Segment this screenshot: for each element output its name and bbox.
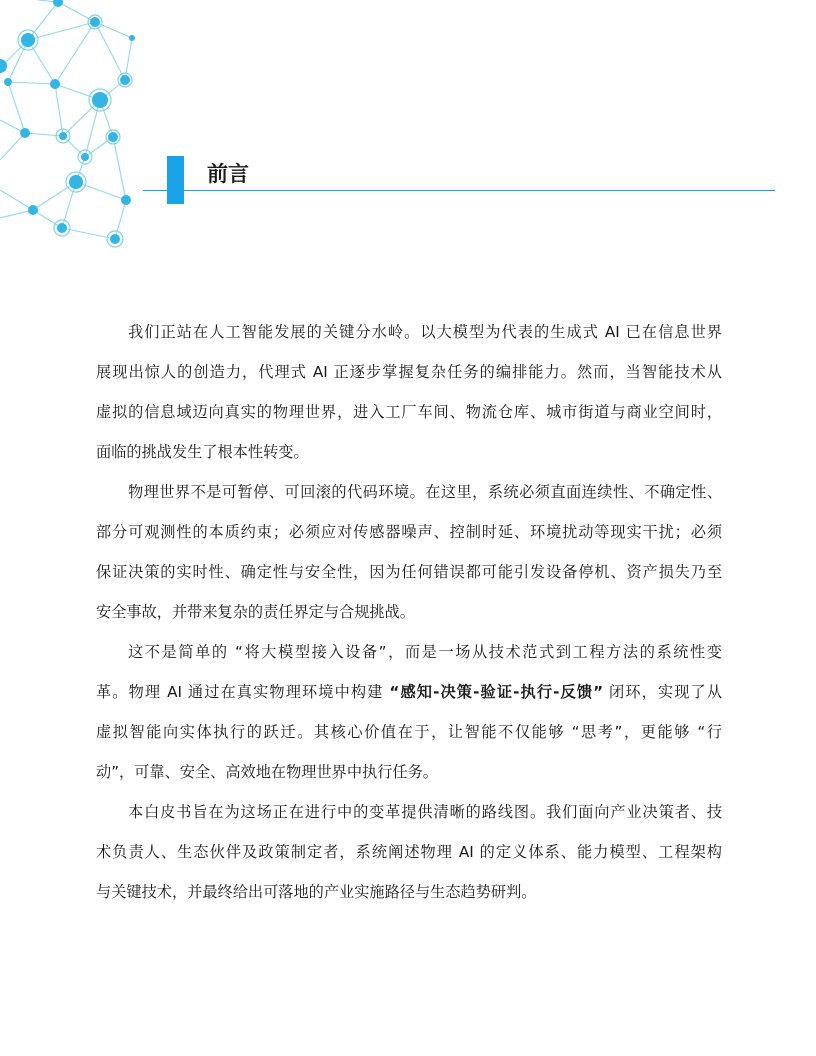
paragraph-3-line-2-start: 革。物理 AI 通过在真实物理环境中构建 — [96, 683, 390, 701]
paragraph-1-line-1: 我们正站在人工智能发展的关键分水岭。以大模型为代表的生成式 AI 已在信息世界 — [128, 323, 722, 341]
heading-accent-bar — [167, 156, 184, 204]
paragraph-3-line-2-end: 闭环，实现了从 — [603, 683, 722, 701]
paragraph-4-line-3: 与关键技术，并最终给出可落地的产业实施路径与生态趋势研判。 — [96, 883, 537, 901]
paragraph-3-line-3: 虚拟智能向实体执行的跃迁。其核心价值在于，让智能不仅能够 “思考”，更能够 “行 — [96, 723, 722, 741]
paragraph-3-line-2 — [96, 672, 722, 712]
paragraph-4-line-2: 术负责人、生态伙伴及政策制定者，系统阐述物理 AI 的定义体系、能力模型、工程架构 — [96, 843, 722, 861]
paragraph-2-line-4: 安全事故，并带来复杂的责任界定与合规挑战。 — [96, 603, 415, 621]
paragraph-2-line-2: 部分可观测性的本质约束；必须应对传感器噪声、控制时延、环境扰动等现实干扰；必须 — [96, 523, 722, 541]
paragraph-3-line-4: 动”，可靠、安全、高效地在物理世界中执行任务。 — [96, 763, 438, 781]
paragraph-2-line-3: 保证决策的实时性、确定性与安全性，因为任何错误都可能引发设备停机、资产损失乃至 — [96, 563, 722, 581]
paragraph-1-line-4: 面临的挑战发生了根本性转变。 — [96, 443, 309, 461]
preface-body — [96, 312, 722, 912]
paragraph-1-line-3: 虚拟的信息域迈向真实的物理世界，进入工厂车间、物流仓库、城市街道与商业空间时， — [96, 403, 722, 421]
closed-loop-emphasis: “感知-决策-验证-执行-反馈” — [389, 683, 604, 701]
paragraph-1-line-2: 展现出惊人的创造力，代理式 AI 正逐步掌握复杂任务的编排能力。然而，当智能技术从 — [96, 363, 722, 381]
network-nodes-icon — [0, 0, 150, 255]
paragraph-4-line-1: 本白皮书旨在为这场正在进行中的变革提供清晰的路线图。我们面向产业决策者、技 — [128, 803, 722, 821]
paragraph-2-line-1: 物理世界不是可暂停、可回滚的代码环境。在这里，系统必须直面连续性、不确定性、 — [128, 483, 722, 501]
paragraph-3-line-1: 这不是简单的 “将大模型接入设备”，而是一场从技术范式到工程方法的系统性变 — [128, 643, 722, 661]
heading-divider — [143, 190, 775, 191]
page-title: 前言 — [207, 161, 249, 186]
